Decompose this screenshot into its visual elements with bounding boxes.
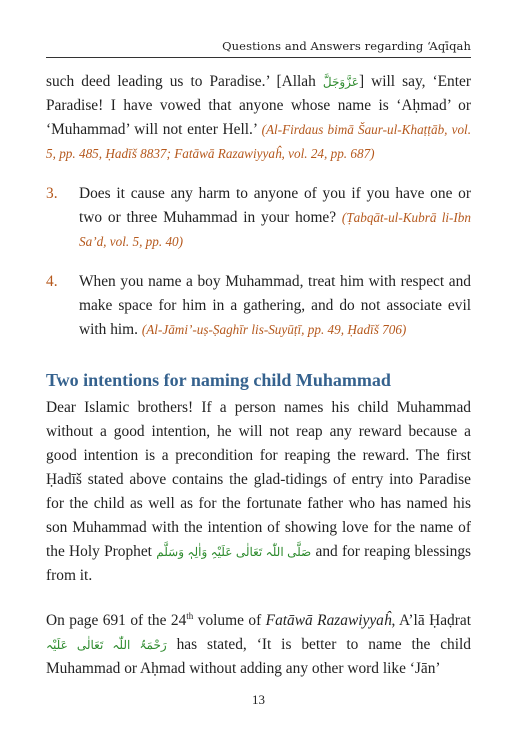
honorific-arabic: رَحْمَۃُ اللّٰہ تَعَالٰی عَلَیْہ xyxy=(46,638,167,653)
list-item xyxy=(46,182,471,254)
paragraph-text: Dear Islamic brothers! If a person names his child Muhammad without a good intention, he will not reap any reward because a good intention is a precondition for reaping the reward. The first Ḥadīš stated above contains the glad-tidings of entry into Paradise for the child as well as for the fortunate father who has named his son Muhammad with the intention of showing love for the name of the Holy Prophet xyxy=(46,399,471,560)
running-header: Questions and Answers regarding ‘Aqīqah xyxy=(222,39,471,53)
paragraph-text: , A’lā Ḥaḍrat xyxy=(391,612,471,630)
list-item-text xyxy=(79,270,471,342)
reference-citation: (Ṭabqāt-ul-Kubrā li-Ibn Sa’d, vol. 5, pp. 40) xyxy=(79,210,471,249)
paragraph-text: volume of xyxy=(193,612,266,630)
paragraph-text: has stated, ‘It is better to name the child Muhammad or Aḥmad without adding any other word like ‘Jān’ xyxy=(46,636,471,678)
section-heading: Two intentions for naming child Muhammad xyxy=(46,370,391,390)
salutation-arabic: صَلَّی اللّٰہ تَعَالٰی عَلَیْہِ وَاٰلِہٖ وَسَلَّم xyxy=(156,545,312,559)
continued-text-b: ] will say, ‘Enter Paradise! I have vowed that anyone whose name is ‘Aḥmad’ or ‘Muhammad’ will not enter Hell.’ xyxy=(46,73,471,138)
reference-citation: (Al-Firdaus bimā Šaur-ul-Khaṭṭāb, vol. 5, pp. 485, Ḥadīš 8837; Fatāwā Razawiyyaĥ, vol. 24, pp. 687) xyxy=(46,122,472,161)
page-number: 13 xyxy=(252,692,265,707)
ordinal-suffix: th xyxy=(186,611,194,621)
section-paragraph xyxy=(46,396,471,588)
book-title: Fatāwā Razawiyyaĥ xyxy=(265,612,392,630)
list-text: Does it cause any harm to anyone of you if you have one or two or three Muhammad in your home? xyxy=(79,185,471,226)
page-body xyxy=(46,70,471,681)
list-item-text xyxy=(79,182,471,254)
paragraph-tail: and for reaping blessings from it. xyxy=(46,543,471,584)
continued-list-item xyxy=(46,70,471,166)
list-text: When you name a boy Muhammad, treat him with respect and make space for him in a gathering, and do not associate evil with him. xyxy=(79,273,471,338)
continued-text-a: such deed leading us to Paradise.’ [Allah xyxy=(46,73,323,90)
honorific-arabic: عَزَّوَجَلَّ xyxy=(322,75,359,89)
section-paragraph-2 xyxy=(46,604,471,681)
reference-citation: (Al-Jāmi’-uṣ-Ṣaghīr lis-Suyūṭī, pp. 49, Ḥadīš 706) xyxy=(141,322,407,337)
header-rule xyxy=(46,57,471,58)
list-number: 4. xyxy=(46,273,58,290)
list-item xyxy=(46,270,471,342)
paragraph-text: On page 691 of the 24 xyxy=(46,612,187,630)
list-number: 3. xyxy=(46,185,58,202)
